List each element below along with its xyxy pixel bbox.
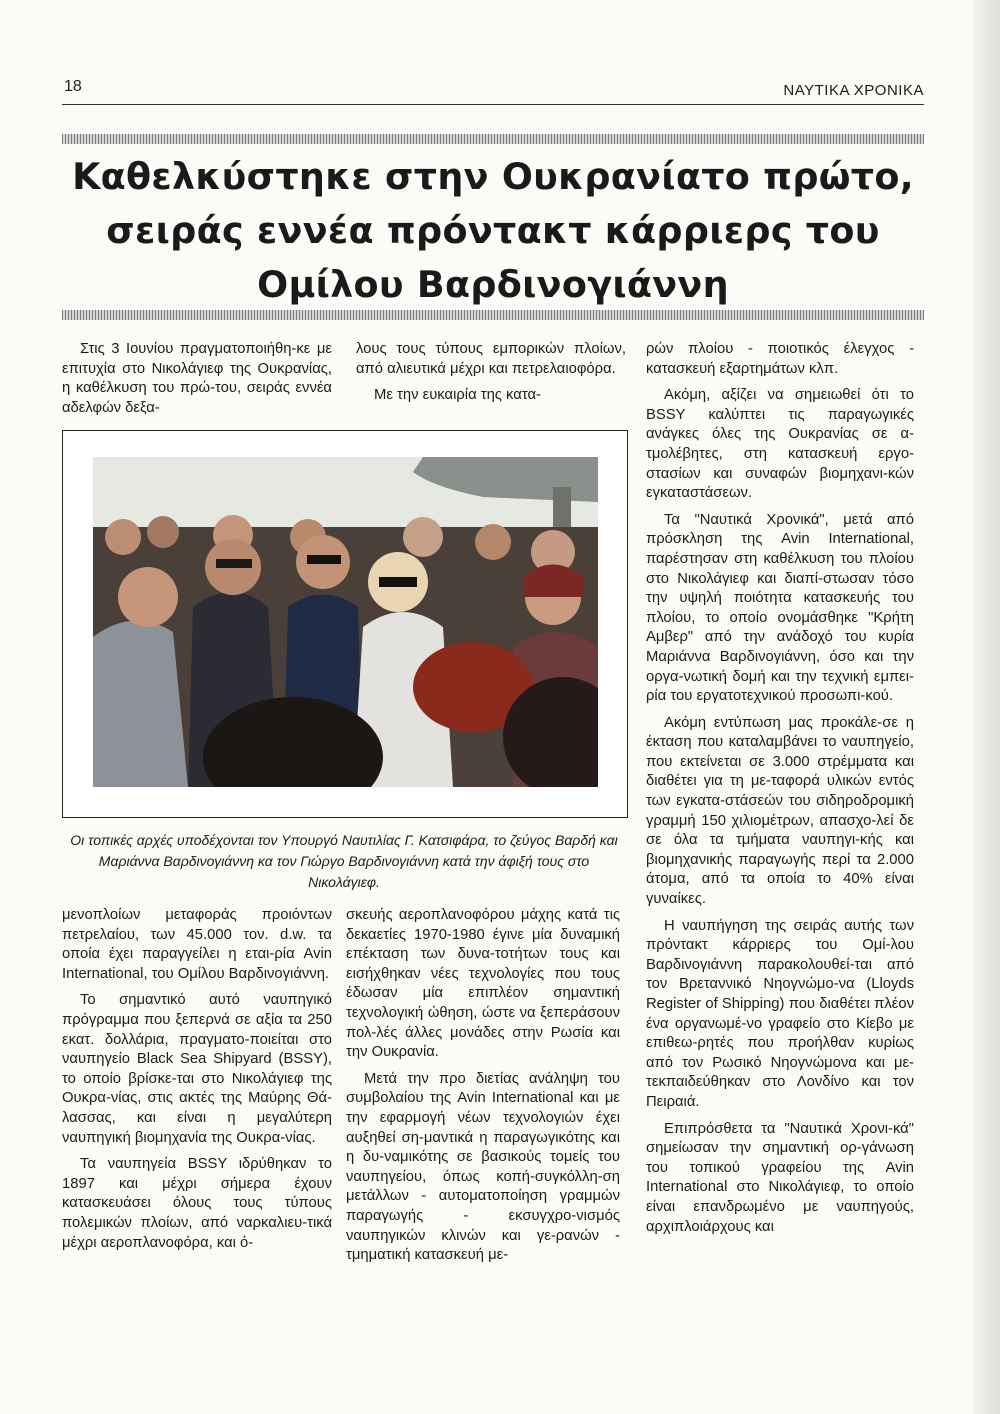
- column-2-bottom: [346, 906, 620, 1273]
- photo-illustration: [93, 457, 598, 787]
- page-number: 18: [64, 78, 82, 95]
- paragraph: Επιπρόσθετα τα "Ναυτικά Χρονι-κά" σημείωσαν την σημαντική ορ-γάνωση του τοπικού γραφείου της Avin International στο Νικολάγιεφ, το οποίο είναι επανδρωμένο με ναυπηγούς, αρχιπλοιάρχους και: [646, 1120, 914, 1235]
- column-3: [646, 340, 914, 1244]
- paragraph: Ακόμη εντύπωση μας προκάλε-σε η έκταση που καταλαμβάνει το ναυπηγείο, που εκτείνεται σε 3.000 στρέμματα και διαθέτει για τη με-ταφορά υλικών εντός των εγκατα-στάσεών του σιδηροδρομική γραμμή 150 χιλιομέτρων, απασχο-λεί δε σε όλα τα τμήματα ναυπηγι-κής και βιομηχανικής παραγωγής περί τα 2.000 άτομα, από τα οποία το 40% είναι γυναίκες.: [646, 714, 914, 908]
- paragraph: Τα ναυπηγεία BSSY ιδρύθηκαν το 1897 και μέχρι σήμερα έχουν κατασκευάσει όλους τους τύπους πολεμικών πλοίων, από ναρκαλιευ-τικά μέχρι αεροπλανοφόρα, και ό-: [62, 1156, 332, 1251]
- headline-line-3: Ομίλου Βαρδινογιάννη: [257, 263, 729, 306]
- paragraph: μενοπλοίων μεταφοράς προιόντων πετρελαίου, των 45.000 τον. d.w. τα οποία έχει παραγγείλει η εται-ρία Avin International, του Ομίλου Βαρδινογιάννη.: [62, 907, 332, 982]
- news-photo: [93, 457, 598, 787]
- paragraph: Μετά την προ διετίας ανάληψη του συμβολαίου της Avin International και με την εφαρμογή νέων τεχνολογιών έχει αυξηθεί ση-μαντικά η παραγωγικότης και η δυ-ναμικότης σε βασικούς τομείς του ναυπηγείου, όπως κοπή-συγκόλλη-ση μετάλλων - αυτοματοποίηση γραμμών παραγωγής - εκσυγχρο-νισμός ναυπηγικών κλινών και γε-ρανών - τμηματική κατασκευή με-: [346, 1070, 620, 1264]
- paragraph: Με την ευκαιρία της κατα-: [374, 387, 541, 404]
- photo-frame: [62, 430, 628, 818]
- header-rule: [62, 104, 924, 105]
- publication-title: ΝΑΥΤΙΚΑ ΧΡΟΝΙΚΑ: [783, 82, 924, 99]
- paragraph: Ακόμη, αξίζει να σημειωθεί ότι το BSSY καλύπτει τις παραγωγικές ανάγκες όλες της Ουκρανίας σε α-τμολέβητες, στη κατασκευή εργο-στασίων και συναφών βιομηχανι-κών εγκαταστάσεων.: [646, 387, 914, 502]
- headline-line-2: σειράς εννέα πρόντακτ κάρριερς του: [106, 209, 880, 252]
- article-headline: [62, 150, 924, 312]
- paragraph: Τα "Ναυτικά Χρονικά", μετά από πρόσκληση της Avin International, παρέστησαν στη καθέλκυση του πλοίου στο Νικολάγιεφ και διαπί-στωσαν τόσο την υψηλή ποιότητα κατασκευής του πλοίου, το οποίο ονομάσθηκε "Κρήτη Αμβερ" από την ανάδοχό του κυρία Μαριάννα Βαρδινογιάννη, όσο και την οργα-νωτική δομή και την τεχνική εμπει-ρία του εργατοτεχνικού προσωπι-κού.: [646, 511, 914, 705]
- column-1-bottom: [62, 906, 332, 1260]
- column-2-top: [356, 340, 626, 413]
- headline-line-1: Καθελκύστηκε στην Ουκρανίατο πρώτο,: [72, 155, 914, 198]
- paragraph: λους τους τύπους εμπορικών πλοίων, από αλιευτικά μέχρι και πετρελαιοφόρα.: [356, 341, 626, 377]
- page-edge: [974, 0, 1000, 1414]
- paragraph: ρών πλοίου - ποιοτικός έλεγχος - κατασκευή εξαρτημάτων κλπ.: [646, 341, 914, 377]
- photo-caption: Οι τοπικές αρχές υποδέχονται τον Υπουργό Ναυτιλίας Γ. Κατσιφάρα, το ζεύγος Βαρδή και Μαριάννα Βαρδινογιάννη κα τον Γιώργο Βαρδινογιάννη κατά την άφιξή τους στο Νικολάγιεφ.: [70, 832, 618, 890]
- headline-bottom-border: [62, 310, 924, 320]
- paragraph: σκευής αεροπλανοφόρου μάχης κατά τις δεκαετίες 1970-1980 έγινε μία δυναμική επέκταση των δυνα-τοτήτων τους και εισήχθηκαν νέες τεχνολογίες που τους έδωσαν μία επιπλέον σημαντική τεχνολογική ώθηση, ώστε να ξεπεράσουν πολ-λές άλλες μονάδες στην Ρωσία και την Ουκρανία.: [346, 907, 620, 1061]
- headline-top-border: [62, 134, 924, 144]
- column-1-top: [62, 340, 332, 425]
- paragraph: Η ναυπήγηση της σειράς αυτής των πρόντακτ κάρριερς του Ομί-λου Βαρδινογιάννη παρακολουθεί-ται από τον Βρεταννικό Νηογνώμο-να (Lloyds Register of Shipping) που διαθέτει πλέον ένα οργανωμέ-νο γραφείο στο Κίεβο με επιθεω-ρητές που προήλθαν κυρίως από τον Ρωσικό Νηογνώμονα και με-τεκπαιδεύθηκαν στο Λονδίνο και τον Πειραιά.: [646, 917, 914, 1110]
- paragraph: Στις 3 Ιουνίου πραγματοποιήθη-κε με επιτυχία στο Νικολάγιεφ της Ουκρανίας, η καθέλκυση του πρώ-του, σειράς εννέα αδελφών δεξα-: [62, 341, 332, 416]
- paragraph: Το σημαντικό αυτό ναυπηγικό πρόγραμμα που ξεπερνά σε αξία τα 250 εκατ. δολλάρια, πραγματο-ποιείται στο ναυπηγείο Black Sea Shipyard (BSSY), το οποίο βρίσκε-ται στο Νικολάγιεφ της Ουκρα-νίας, στις ακτές της Μαύρης Θά-λασσας, και είναι η μεγαλύτερη ναυπηγική βιομηχανία της Ουκρα-νίας.: [62, 992, 332, 1146]
